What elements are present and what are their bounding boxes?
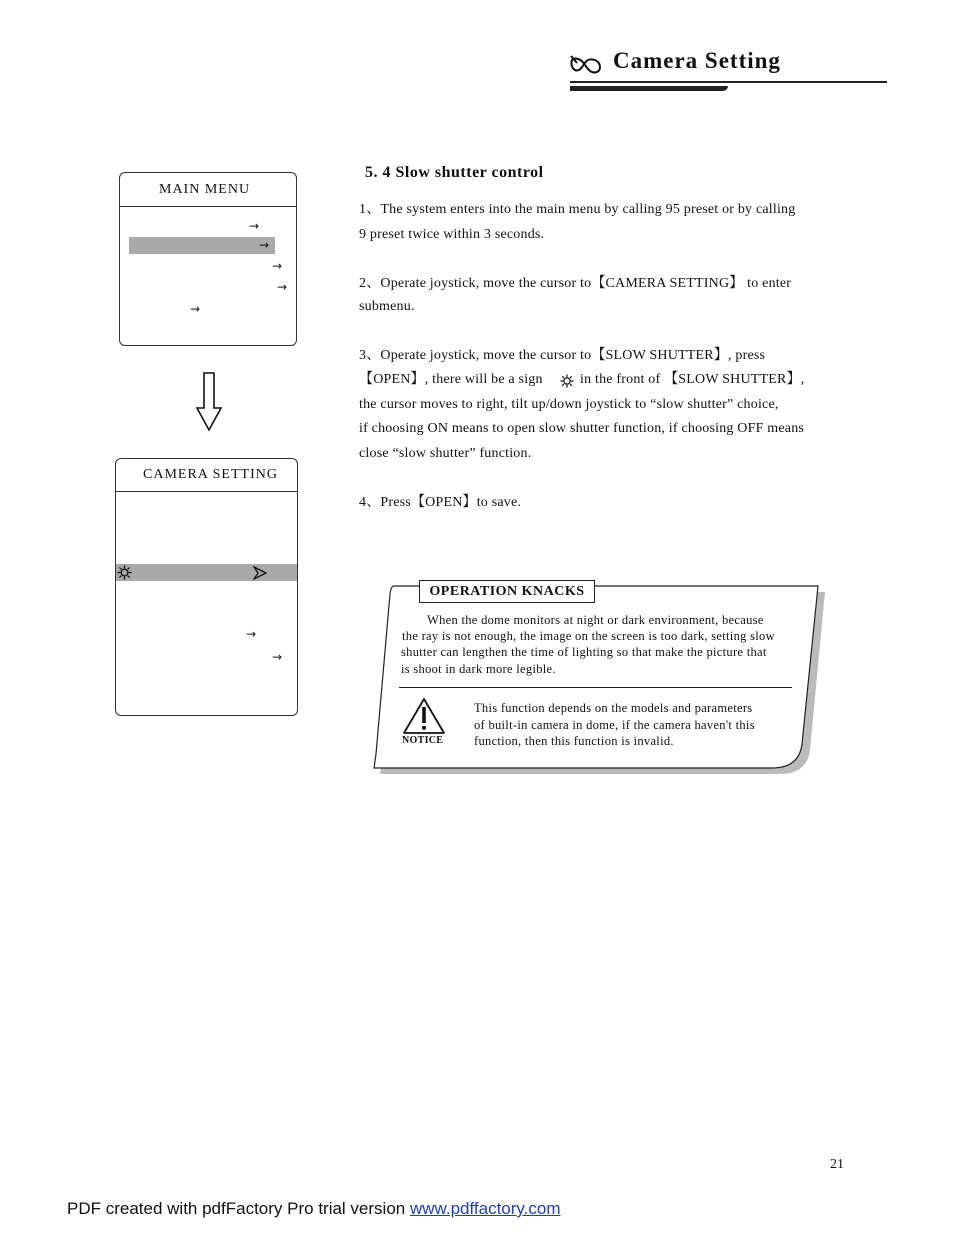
- knacks-line: shutter can lengthen the time of lighting so that make the picture that: [401, 645, 767, 659]
- pdf-footer: [67, 1199, 561, 1219]
- paragraph-line: submenu.: [359, 299, 415, 314]
- down-arrow-icon: [196, 372, 222, 432]
- header-rule-thick: [570, 86, 728, 91]
- menu-arrow-icon: →: [277, 280, 288, 294]
- menu-arrow-icon: →: [246, 627, 257, 641]
- sun-sign-icon: [117, 565, 132, 580]
- notice-line: function, then this function is invalid.: [474, 734, 674, 748]
- paragraph-line: the cursor moves to right, tilt up/down joystick to “slow shutter” choice,: [359, 397, 779, 412]
- paragraph-line: close “slow shutter” function.: [359, 446, 532, 461]
- camera-setting-highlight-row: [116, 564, 297, 581]
- camera-setting-menu-box: [115, 458, 298, 716]
- sun-sign-icon: [560, 374, 574, 388]
- menu-arrow-icon: →: [272, 259, 283, 273]
- menu-arrow-icon: →: [259, 238, 270, 252]
- paragraph-line: 1、The system enters into the main menu by calling 95 preset or by calling: [359, 202, 796, 217]
- knacks-divider: [399, 687, 792, 688]
- pdffactory-link[interactable]: www.pdffactory.com: [409, 1199, 561, 1218]
- warning-triangle-icon: [402, 697, 446, 735]
- main-menu-title: MAIN MENU: [159, 182, 251, 197]
- camera-setting-menu-title: CAMERA SETTING: [143, 467, 278, 482]
- paragraph-line: 【OPEN】, there will be a sign: [359, 372, 543, 387]
- section-title: 5. 4 Slow shutter control: [365, 164, 544, 181]
- infinity-logo-icon: [568, 52, 604, 78]
- camera-setting-menu-divider: [116, 491, 297, 492]
- notice-label: NOTICE: [402, 735, 444, 746]
- knacks-box-frame: [370, 578, 832, 780]
- notice-line: This function depends on the models and parameters: [474, 701, 753, 715]
- main-menu-divider: [120, 206, 296, 207]
- knacks-line: the ray is not enough, the image on the screen is too dark, setting slow: [402, 629, 775, 643]
- menu-arrow-icon: →: [249, 219, 260, 233]
- notice-line: of built-in camera in dome, if the camera haven't this: [474, 718, 755, 732]
- pointer-triangle-icon: [253, 566, 267, 580]
- footer-text: PDF created with pdfFactory Pro trial version: [67, 1199, 410, 1218]
- menu-arrow-icon: →: [190, 302, 201, 316]
- knacks-line: is shoot in dark more legible.: [401, 662, 556, 676]
- page-number: 21: [830, 1157, 844, 1172]
- paragraph-line: 4、Press【OPEN】to save.: [359, 495, 522, 510]
- menu-arrow-icon: →: [272, 650, 283, 664]
- header-rule: [570, 81, 887, 83]
- page-title: Camera Setting: [613, 48, 781, 73]
- main-menu-highlight-row: [129, 237, 275, 254]
- paragraph-line: in the front of 【SLOW SHUTTER】,: [580, 372, 805, 387]
- paragraph-line: 9 preset twice within 3 seconds.: [359, 227, 545, 242]
- paragraph-line: 2、Operate joystick, move the cursor to【CAMERA SETTING】 to enter: [359, 276, 792, 291]
- operation-knacks-label: OPERATION KNACKS: [419, 580, 595, 603]
- paragraph-line: if choosing ON means to open slow shutter function, if choosing OFF means: [359, 421, 805, 436]
- paragraph-line: 3、Operate joystick, move the cursor to【SLOW SHUTTER】, press: [359, 348, 766, 363]
- main-menu-box: [119, 172, 297, 346]
- knacks-line: When the dome monitors at night or dark environment, because: [427, 613, 764, 627]
